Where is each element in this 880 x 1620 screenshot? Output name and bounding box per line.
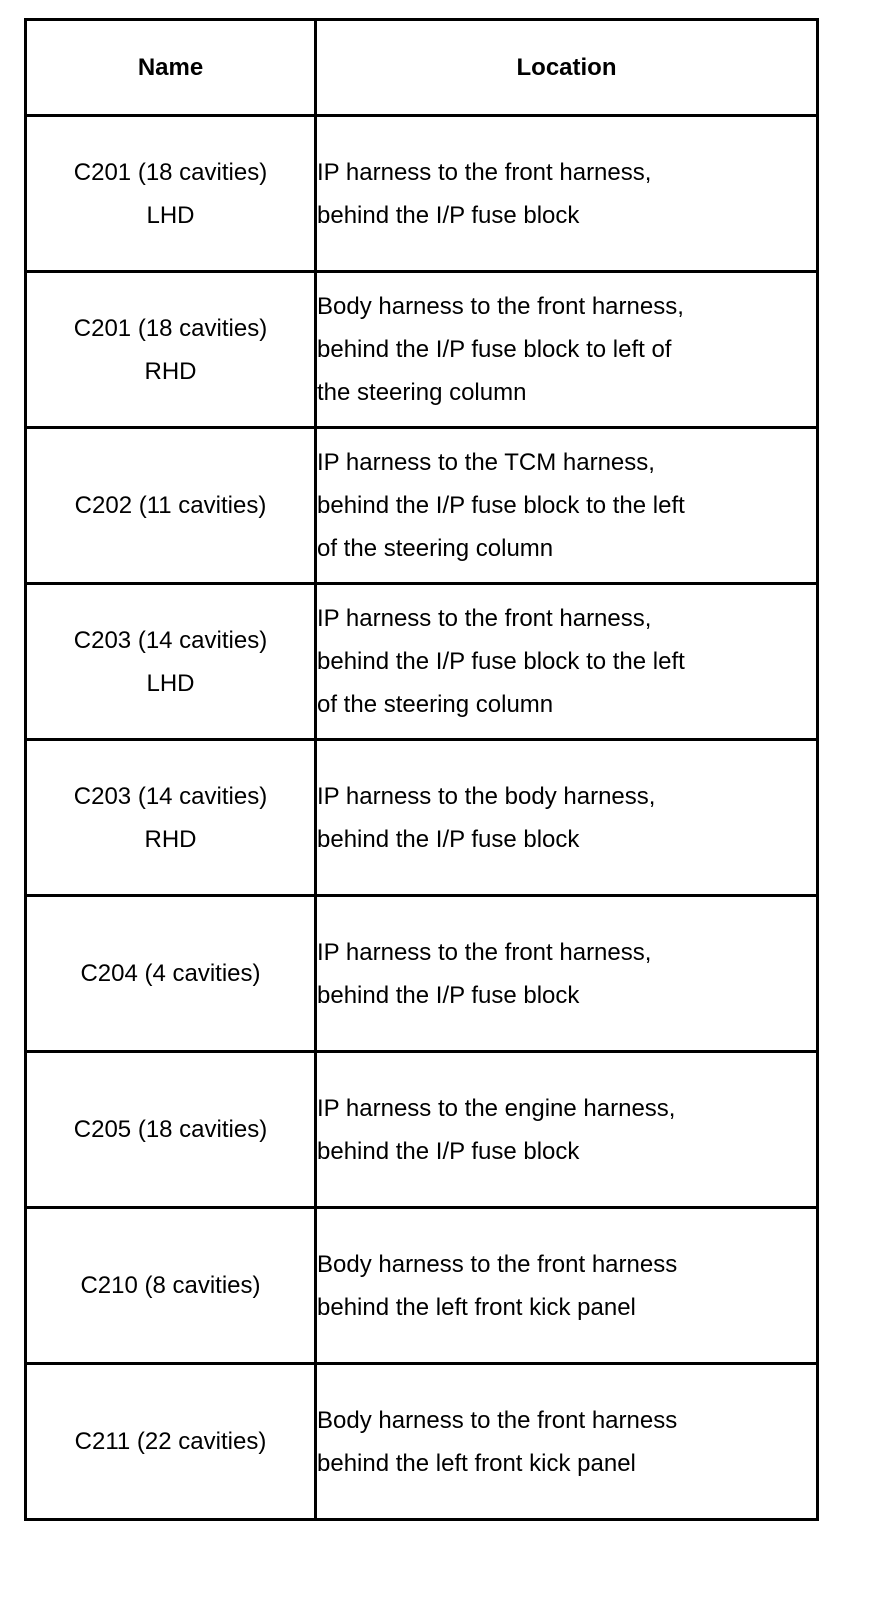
table-row <box>26 1364 818 1520</box>
connector-name: C202 (11 cavities) <box>74 492 267 519</box>
location-line: behind the I/P fuse block <box>317 1137 580 1165</box>
connector-name: C204 (4 cavities) <box>80 960 261 987</box>
connector-location-cell <box>316 1364 818 1520</box>
connector-name: C201 (18 cavities) <box>73 158 268 186</box>
connector-location-cell <box>316 428 818 584</box>
connector-location-cell <box>316 740 818 896</box>
connector-name-cell <box>26 1208 316 1364</box>
location-line: Body harness to the front harness, <box>317 293 684 320</box>
location-line: Body harness to the front harness <box>317 1250 678 1278</box>
location-line: behind the I/P fuse block <box>317 825 580 853</box>
connector-name-cell <box>26 116 316 272</box>
location-line: behind the I/P fuse block <box>317 201 580 229</box>
connector-name: C210 (8 cavities) <box>80 1272 261 1299</box>
location-line: behind the left front kick panel <box>317 1449 636 1477</box>
table-row <box>26 1208 818 1364</box>
table-row <box>26 116 818 272</box>
connector-variant: LHD <box>146 201 195 229</box>
table-row <box>26 272 818 428</box>
location-line: Body harness to the front harness <box>317 1406 678 1434</box>
table-row <box>26 1052 818 1208</box>
connector-name-cell <box>26 1364 316 1520</box>
location-line: of the steering column <box>317 691 554 718</box>
table-row <box>26 428 818 584</box>
connector-name: C205 (18 cavities) <box>73 1116 268 1143</box>
location-line: behind the I/P fuse block to left of <box>317 336 672 363</box>
connector-location-cell <box>316 1208 818 1364</box>
location-line: behind the left front kick panel <box>317 1293 636 1321</box>
connector-name-cell <box>26 1052 316 1208</box>
location-line: behind the I/P fuse block <box>317 981 580 1009</box>
header-location: Location <box>316 20 818 116</box>
location-line: IP harness to the TCM harness, <box>317 449 655 476</box>
location-line: IP harness to the body harness, <box>317 782 656 810</box>
connector-name: C203 (14 cavities) <box>73 626 268 654</box>
location-line: the steering column <box>317 379 527 406</box>
connector-name-cell <box>26 584 316 740</box>
connector-location-table <box>24 18 819 1521</box>
location-line: IP harness to the front harness, <box>317 938 652 966</box>
connector-variant: LHD <box>146 669 195 697</box>
location-line: of the steering column <box>317 535 554 562</box>
connector-location-cell <box>316 272 818 428</box>
header-row <box>26 20 818 116</box>
connector-name-cell <box>26 272 316 428</box>
location-line: IP harness to the front harness, <box>317 605 652 632</box>
connector-name: C201 (18 cavities) <box>73 314 268 342</box>
location-line: IP harness to the engine harness, <box>317 1094 676 1122</box>
connector-location-cell <box>316 896 818 1052</box>
table-row <box>26 584 818 740</box>
table-row <box>26 740 818 896</box>
header-name: Name <box>26 20 316 116</box>
connector-variant: RHD <box>144 825 197 853</box>
connector-variant: RHD <box>144 357 197 385</box>
connector-location-cell <box>316 584 818 740</box>
connector-name-cell <box>26 740 316 896</box>
connector-name-cell <box>26 896 316 1052</box>
connector-location-cell <box>316 116 818 272</box>
location-line: behind the I/P fuse block to the left <box>317 492 685 519</box>
connector-location-cell <box>316 1052 818 1208</box>
location-line: behind the I/P fuse block to the left <box>317 648 685 675</box>
connector-name: C211 (22 cavities) <box>74 1428 267 1455</box>
connector-name-cell <box>26 428 316 584</box>
location-line: IP harness to the front harness, <box>317 158 652 186</box>
connector-name: C203 (14 cavities) <box>73 782 268 810</box>
table-row <box>26 896 818 1052</box>
